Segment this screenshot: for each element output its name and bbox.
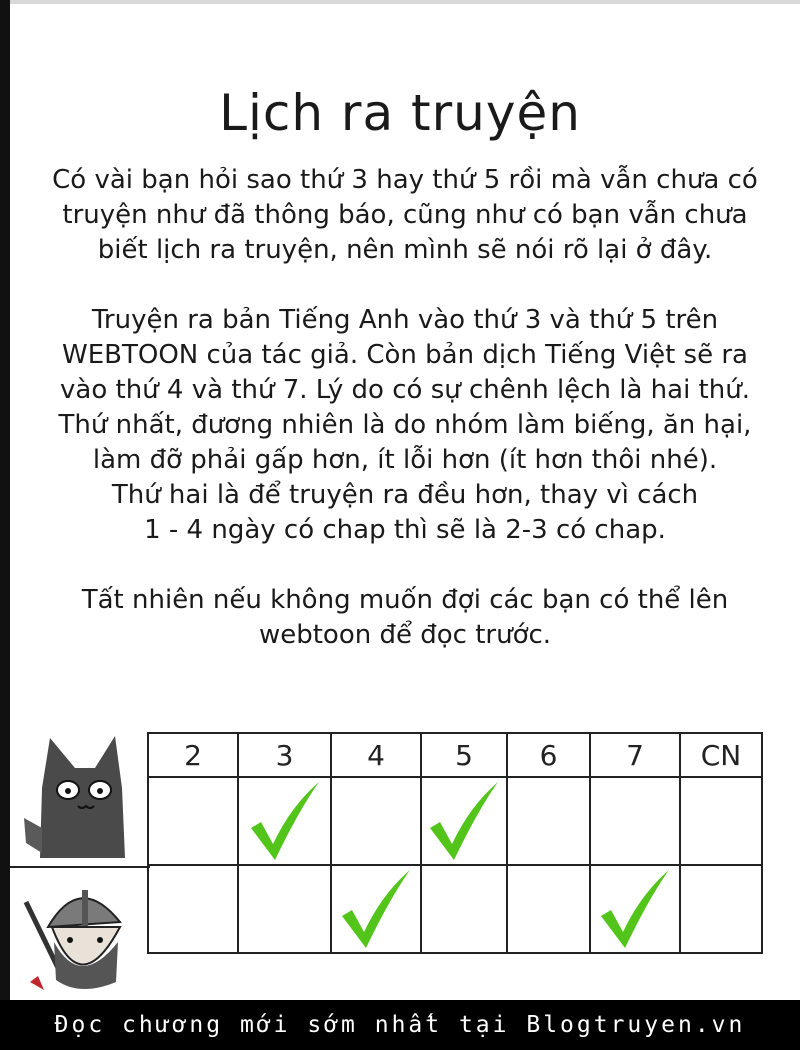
schedule-cell: [507, 865, 590, 953]
schedule-cell: [421, 777, 507, 865]
schedule-cell: [148, 865, 238, 953]
schedule-row-vietnamese: [148, 865, 762, 953]
day-header: 5: [421, 733, 507, 777]
checkmark-icon: [426, 780, 502, 862]
paragraph-3: [30, 583, 780, 653]
schedule-cell: [238, 777, 331, 865]
day-header: 6: [507, 733, 590, 777]
paragraph-line: Có vài bạn hỏi sao thứ 3 hay thứ 5 rồi mà vẫn chưa có: [52, 165, 758, 195]
paragraph-line: Truyện ra bản Tiếng Anh vào thứ 3 và thứ 5 trên: [91, 305, 719, 335]
schedule-cell: [680, 865, 762, 953]
checkmark-icon: [247, 780, 323, 862]
top-border: [0, 0, 800, 4]
paragraph-line: làm đỡ phải gấp hơn, ít lỗi hơn (ít hơn thôi nhé).: [92, 445, 718, 475]
footer-banner: Đọc chương mới sớm nhất tại Blogtruyen.vn: [0, 1000, 800, 1050]
day-header: 7: [590, 733, 680, 777]
paragraph-line: vào thứ 4 và thứ 7. Lý do có sự chênh lệch là hai thứ.: [60, 375, 750, 405]
checkmark-icon: [338, 868, 414, 950]
paragraph-line: Tất nhiên nếu không muốn đợi các bạn có thể lên: [81, 585, 729, 615]
paragraph-2: [30, 303, 780, 548]
schedule-row-english: [148, 777, 762, 865]
paragraph-1: [30, 163, 780, 268]
schedule-cell: [331, 777, 421, 865]
schedule-cell: [238, 865, 331, 953]
paragraph-line: Thứ nhất, đương nhiên là do nhóm làm biếng, ăn hại,: [58, 410, 752, 440]
paragraph-line: truyện như đã thông báo, cũng như có bạn vẫn chưa: [62, 200, 748, 230]
schedule-cell: [590, 777, 680, 865]
schedule-table: [147, 732, 763, 954]
row-separator: [10, 866, 150, 868]
day-header: CN: [680, 733, 762, 777]
paragraph-line: webtoon để đọc trước.: [258, 620, 552, 650]
checkmark-icon: [597, 868, 673, 950]
page-title: Lịch ra truyện: [219, 83, 581, 142]
paragraph-line: Thứ hai là để truyện ra đều hơn, thay vì cách: [111, 480, 699, 510]
cat-icon: [20, 728, 130, 858]
paragraph-line: 1 - 4 ngày có chap thì sẽ là 2-3 có chap.: [144, 515, 666, 545]
knight-icon: [20, 872, 130, 992]
left-border: [0, 0, 10, 1000]
paragraph-line: WEBTOON của tác giả. Còn bản dịch Tiếng Việt sẽ ra: [62, 340, 748, 370]
day-header: 3: [238, 733, 331, 777]
paragraph-line: biết lịch ra truyện, nên mình sẽ nói rõ lại ở đây.: [97, 235, 713, 265]
day-header: 2: [148, 733, 238, 777]
schedule-cell: [148, 777, 238, 865]
schedule-cell: [507, 777, 590, 865]
schedule-cell: [421, 865, 507, 953]
schedule-cell: [590, 865, 680, 953]
schedule-cell: [680, 777, 762, 865]
day-header: 4: [331, 733, 421, 777]
schedule-cell: [331, 865, 421, 953]
schedule-header-row: [148, 733, 762, 777]
